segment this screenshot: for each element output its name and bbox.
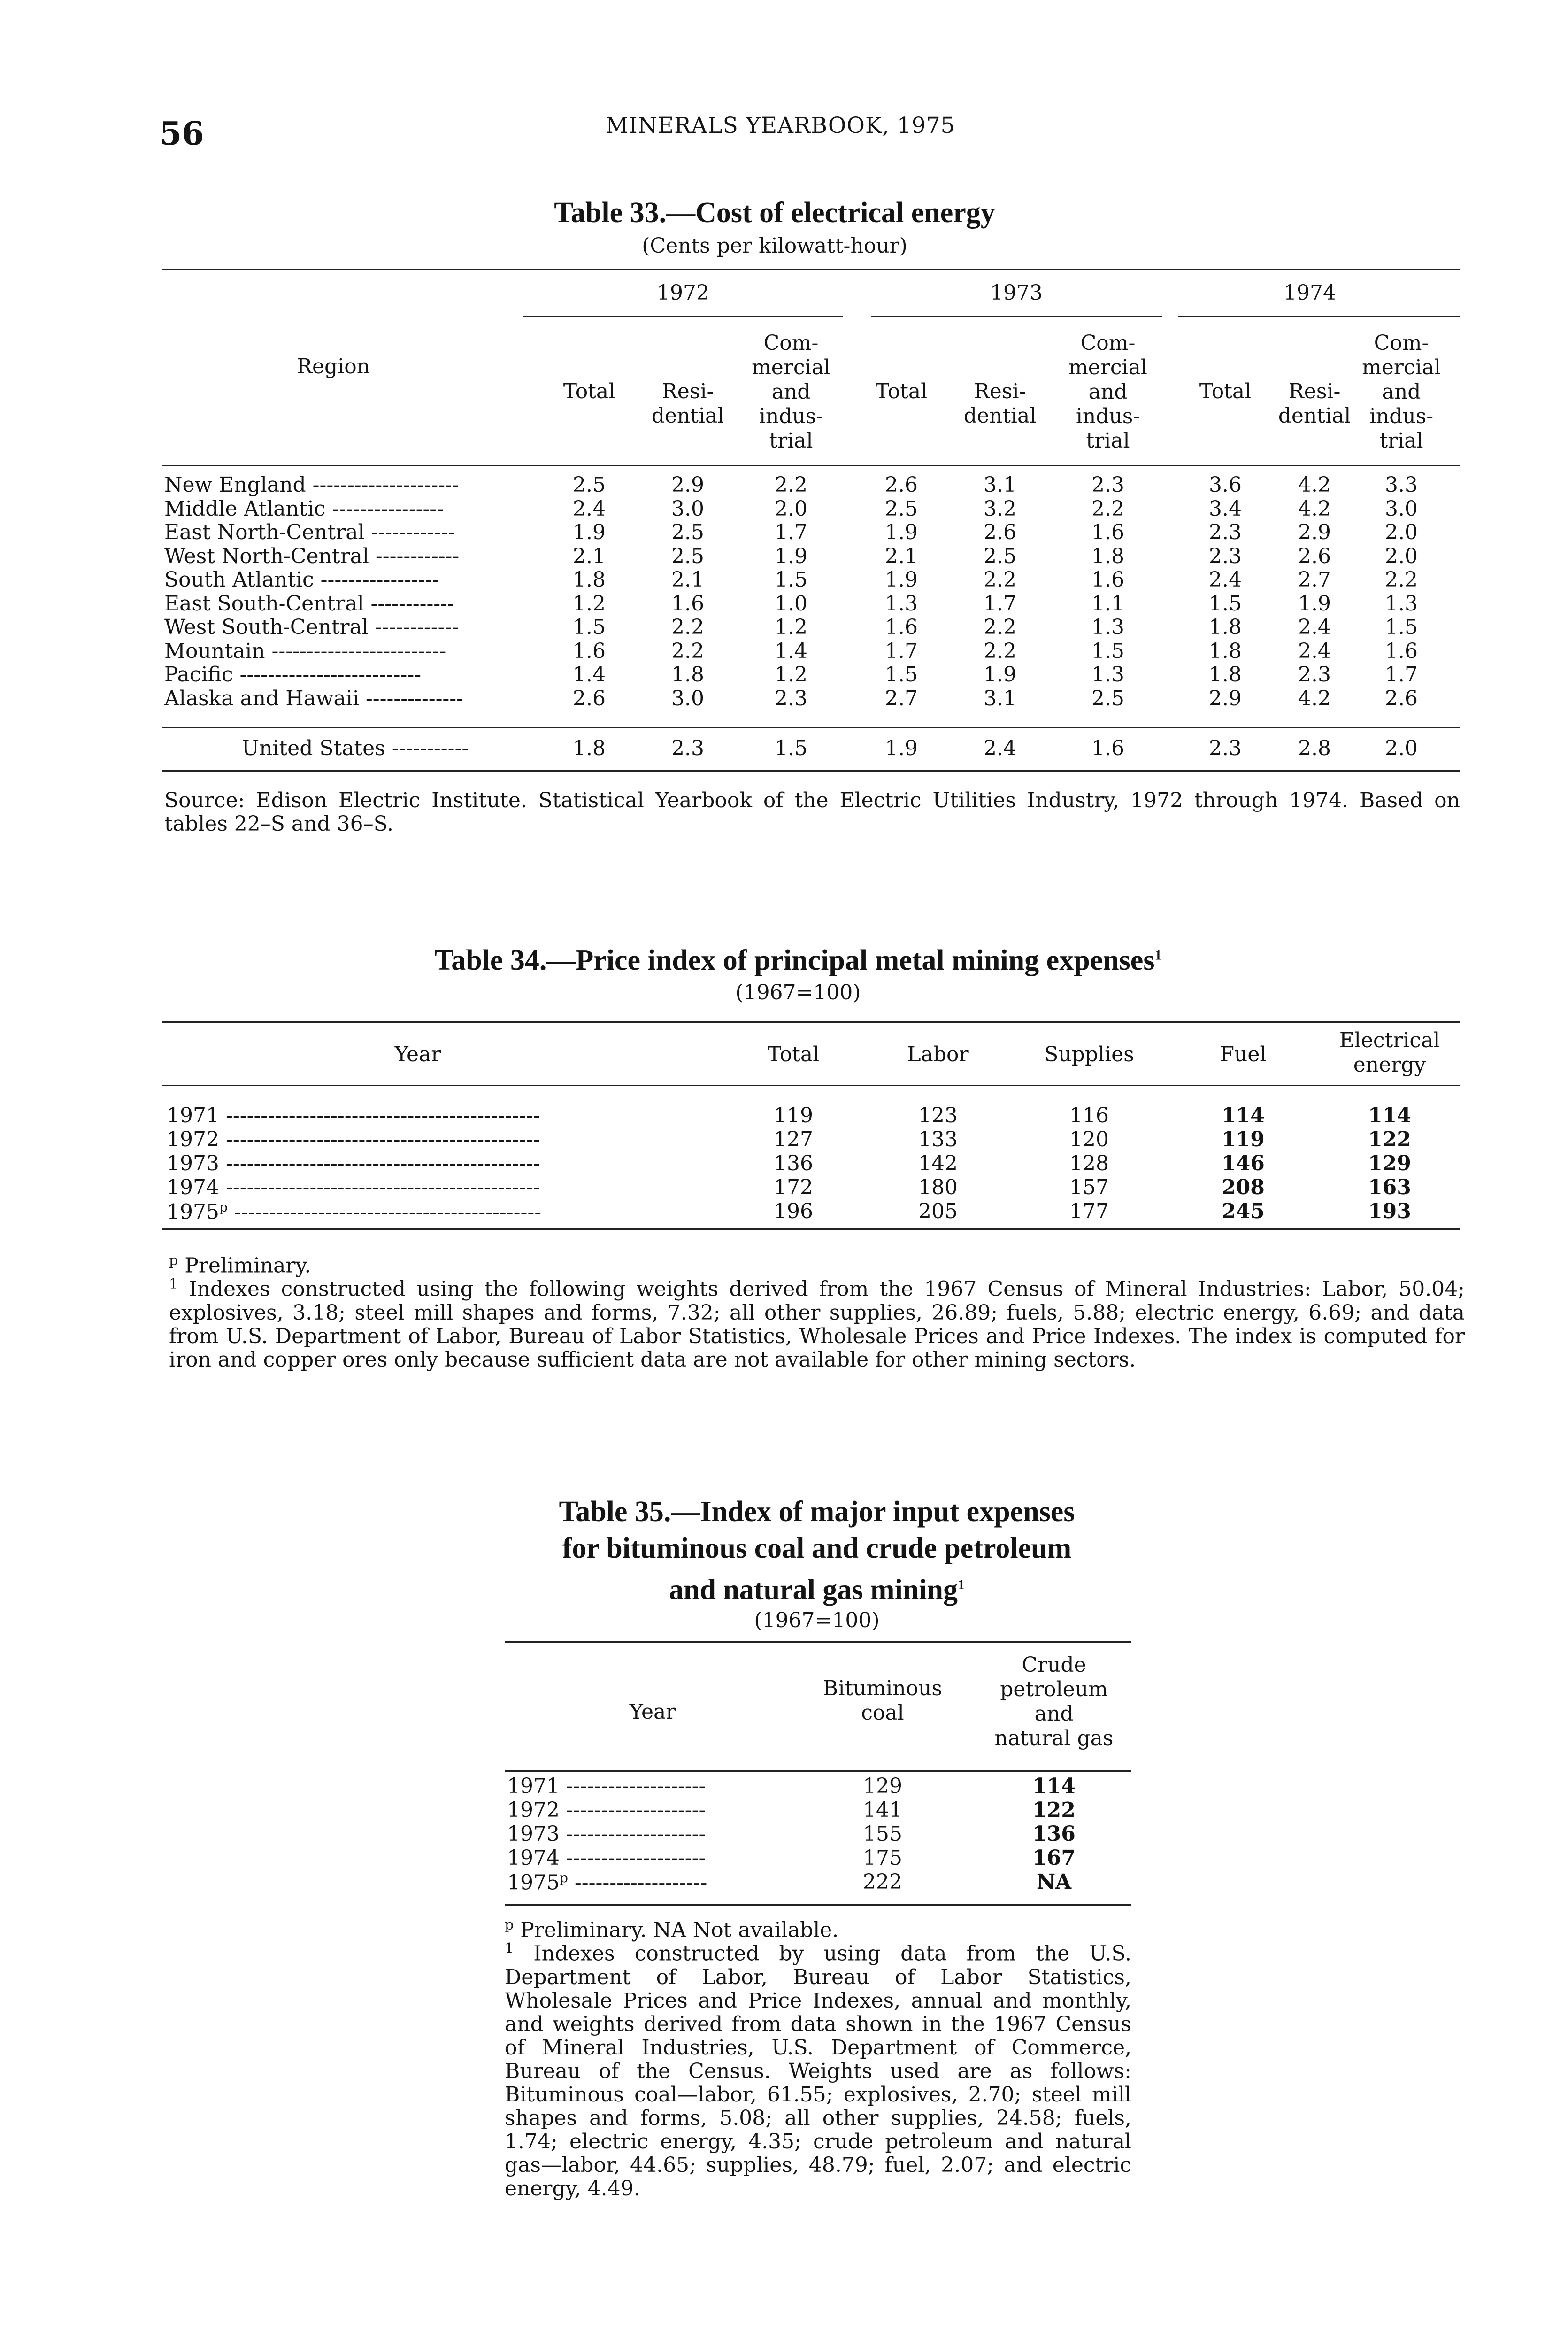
data-cell: 3.6 xyxy=(1209,473,1242,497)
leader-dashes: -------------------- xyxy=(559,1798,706,1822)
col-total-header: Total xyxy=(1199,379,1252,403)
data-cell: 1.8 xyxy=(1091,544,1124,568)
data-cell: 136 xyxy=(774,1151,813,1175)
region-label: Middle Atlantic ---------------- xyxy=(164,496,444,521)
year-label xyxy=(507,1846,812,1870)
header-line: dential xyxy=(651,404,724,428)
header-line: mercial xyxy=(1362,355,1441,379)
header-line: mercial xyxy=(752,355,830,379)
data-cell: 1.8 xyxy=(573,568,606,592)
petroleum-cell: 167 xyxy=(1032,1846,1076,1870)
data-cell: 2.5 xyxy=(671,544,704,568)
header-line: natural gas xyxy=(994,1726,1114,1750)
data-cell: 2.4 xyxy=(1298,615,1331,639)
year-label xyxy=(507,1822,812,1846)
region-label: West South-Central ------------ xyxy=(164,615,459,639)
data-cell: 127 xyxy=(774,1128,813,1151)
data-cell: 1.2 xyxy=(775,663,807,687)
data-cell: 2.7 xyxy=(885,686,918,711)
total-cell: 2.3 xyxy=(1209,736,1242,760)
year-text: 1975 xyxy=(167,1200,219,1224)
total-cell: 1.6 xyxy=(1091,736,1124,760)
col-commercial-header xyxy=(1340,331,1462,453)
table-34-bottom-rule xyxy=(162,1228,1460,1230)
year-label xyxy=(167,1151,674,1175)
region-label: New England --------------------- xyxy=(164,473,459,497)
data-cell: 133 xyxy=(918,1128,958,1151)
year-label xyxy=(507,1798,812,1822)
data-cell: 1.8 xyxy=(1209,639,1242,663)
header-line: petroleum xyxy=(1000,1677,1108,1701)
petroleum-cell: 122 xyxy=(1032,1798,1076,1822)
footnote-1-text: Indexes constructed by using data from the U.S. Department of Labor, Bureau of Labor Statistics, Wholesale Prices and Price Indexes, annual and monthly, and weights derived from data shown in the 1967 Census of Mineral Industries, U.S. Department of Commerce, Bureau of the Census. Weights used are as follows: Bituminous coal—labor, 61.55; explosives, 2.70; steel mill shapes and forms, 5.08; all other supplies, 24.58; fuels, 1.74; electric energy, 4.35; crude petroleum and natural gas—labor, 44.65; supplies, 48.79; fuel, 2.07; and electric energy, 4.49. xyxy=(505,1941,1131,2201)
data-cell: 2.6 xyxy=(1298,544,1331,568)
header-line: and xyxy=(771,380,811,404)
col-header: Labor xyxy=(907,1043,969,1066)
preliminary-marker: p xyxy=(559,1870,568,1885)
data-cell: 2.4 xyxy=(573,496,606,521)
header-line: Com- xyxy=(1080,331,1136,355)
data-cell: 1.0 xyxy=(775,591,807,616)
data-cell: 2.9 xyxy=(1298,520,1331,544)
data-cell: 2.1 xyxy=(573,544,606,568)
data-cell: 1.9 xyxy=(1298,591,1331,616)
data-cell: 1.6 xyxy=(671,591,704,616)
table-35-title-line-1: Table 35.—Index of major input expenses xyxy=(559,1496,1075,1528)
leader-dashes: --------------------------------------------- xyxy=(219,1104,540,1128)
data-cell: 1.3 xyxy=(1091,615,1124,639)
data-cell: 1.9 xyxy=(984,663,1016,687)
table-33-bottom-rule xyxy=(162,770,1460,772)
page-number: 56 xyxy=(160,115,204,153)
year-label xyxy=(167,1128,674,1151)
year-label xyxy=(167,1175,674,1199)
total-cell: 1.5 xyxy=(775,736,807,760)
header-line: mercial xyxy=(1068,355,1147,379)
table-35-subtitle: (1967=100) xyxy=(754,1608,880,1632)
leader-dashes: -------------------- xyxy=(559,1846,706,1870)
data-cell: 2.2 xyxy=(984,568,1016,592)
region-label: Alaska and Hawaii -------------- xyxy=(164,686,464,711)
data-cell: 1.4 xyxy=(573,663,606,687)
table-35-title-line-3: and natural gas mining$^1$ xyxy=(669,1574,965,1606)
table-35-top-rule xyxy=(505,1641,1131,1643)
data-cell: 163 xyxy=(1368,1175,1411,1199)
data-cell: 114 xyxy=(1368,1104,1411,1128)
table-33-source: Source: Edison Electric Institute. Statistical Yearbook of the Electric Utilities Industry, 1972 through 1974. Based on tables 22–S and 36–S. xyxy=(164,788,1460,836)
total-label: United States ----------- xyxy=(242,736,469,760)
data-cell: 1.5 xyxy=(885,663,918,687)
coal-cell: 155 xyxy=(863,1822,902,1846)
region-label: West North-Central ------------ xyxy=(164,544,460,568)
data-cell: 1.6 xyxy=(885,615,918,639)
header-line: Com- xyxy=(1374,331,1429,355)
col-commercial-header xyxy=(1047,331,1169,453)
year-text: 1975 xyxy=(507,1870,560,1895)
header-line: indus- xyxy=(759,404,823,428)
data-cell: 2.0 xyxy=(1385,520,1418,544)
header-line: Crude xyxy=(1022,1653,1086,1677)
year-text: 1971 xyxy=(507,1774,560,1798)
data-cell: 1.5 xyxy=(775,568,807,592)
coal-cell: 175 xyxy=(863,1846,902,1870)
header-line: Electrical xyxy=(1339,1028,1440,1052)
col-commercial-header xyxy=(730,331,852,453)
data-cell: 1.5 xyxy=(1385,615,1418,639)
running-head: MINERALS YEARBOOK, 1975 xyxy=(606,113,955,139)
region-label: South Atlantic ----------------- xyxy=(164,568,439,592)
data-cell: 2.6 xyxy=(573,686,606,711)
header-line: indus- xyxy=(1369,404,1434,428)
header-line: coal xyxy=(861,1701,904,1725)
data-cell: 1.9 xyxy=(573,520,606,544)
col-header: Fuel xyxy=(1220,1043,1267,1066)
year-label xyxy=(167,1104,674,1128)
col-total-header: Total xyxy=(875,379,928,403)
table-33-year-rule xyxy=(871,316,1162,317)
col-coal-header xyxy=(807,1676,958,1725)
year-text: 1974 xyxy=(507,1846,560,1870)
data-cell: 2.3 xyxy=(1298,663,1331,687)
data-cell: 2.3 xyxy=(1209,544,1242,568)
data-cell: 2.2 xyxy=(775,473,807,497)
leader-dashes: -------------------- xyxy=(559,1822,706,1846)
data-cell: 3.0 xyxy=(671,686,704,711)
total-cell: 1.8 xyxy=(573,736,606,760)
data-cell: 3.0 xyxy=(671,496,704,521)
header-line: trial xyxy=(1086,429,1130,453)
header-line: Resi- xyxy=(1288,379,1341,403)
data-cell: 1.5 xyxy=(1091,639,1124,663)
region-label: Mountain ------------------------- xyxy=(164,639,446,663)
data-cell: 208 xyxy=(1222,1175,1265,1199)
data-cell: 2.9 xyxy=(671,473,704,497)
table-35-bottom-rule xyxy=(505,1904,1131,1906)
data-cell: 3.0 xyxy=(1385,496,1418,521)
col-electrical-header xyxy=(1314,1028,1465,1077)
data-cell: 2.9 xyxy=(1209,686,1242,711)
table-35-title xyxy=(488,1493,1145,1608)
data-cell: 193 xyxy=(1368,1199,1411,1223)
data-cell: 119 xyxy=(1222,1128,1265,1151)
year-text: 1972 xyxy=(507,1798,560,1822)
data-cell: 4.2 xyxy=(1298,686,1331,711)
data-cell: 1.4 xyxy=(775,639,807,663)
data-cell: 2.4 xyxy=(1298,639,1331,663)
total-cell: 1.9 xyxy=(885,736,918,760)
table-33-year-rule xyxy=(523,316,843,317)
total-cell: 2.3 xyxy=(671,736,704,760)
data-cell: 123 xyxy=(918,1104,958,1128)
header-line: trial xyxy=(769,429,813,453)
data-cell: 3.1 xyxy=(984,473,1016,497)
year-text: 1971 xyxy=(167,1104,219,1128)
col-header: Supplies xyxy=(1044,1043,1134,1066)
col-petroleum-header xyxy=(976,1653,1131,1751)
leader-dashes: ------------------- xyxy=(568,1870,707,1895)
year-label xyxy=(507,1774,812,1798)
table-33-body-rule xyxy=(162,727,1460,728)
data-cell: 1.7 xyxy=(1385,663,1418,687)
data-cell: 142 xyxy=(918,1151,958,1175)
data-cell: 1.3 xyxy=(1385,591,1418,616)
leader-dashes: --------------------------------------------- xyxy=(219,1175,540,1199)
petroleum-cell: 136 xyxy=(1032,1822,1076,1846)
data-cell: 177 xyxy=(1069,1199,1109,1223)
data-cell: 2.6 xyxy=(885,473,918,497)
data-cell: 2.2 xyxy=(984,615,1016,639)
data-cell: 180 xyxy=(918,1175,958,1199)
data-cell: 2.5 xyxy=(885,496,918,521)
data-cell: 1.8 xyxy=(1209,615,1242,639)
total-cell: 2.8 xyxy=(1298,736,1331,760)
table-35-footnote-p: $^p$ Preliminary. NA Not available. xyxy=(505,1917,839,1942)
data-cell: 1.9 xyxy=(775,544,807,568)
data-cell: 245 xyxy=(1222,1199,1265,1223)
data-cell: 2.5 xyxy=(984,544,1016,568)
data-cell: 1.6 xyxy=(1091,520,1124,544)
data-cell: 1.7 xyxy=(984,591,1016,616)
leader-dashes: -------------------- xyxy=(559,1774,706,1798)
leader-dashes: --------------------------------------------- xyxy=(219,1128,540,1151)
table-35-footnote-1: $^1$ Indexes constructed by using data from the U.S. Department of Labor, Bureau of Labor Statistics, Wholesale Prices and Price Indexes, annual and monthly, and weights derived from data shown in the 1967 Census of Mineral Industries, U.S. Department of Commerce, Bureau of the Census. Weights used are as follows: Bituminous coal—labor, 61.55; explosives, 2.70; steel mill shapes and forms, 5.08; all other supplies, 24.58; fuels, 1.74; electric energy, 4.35; crude petroleum and natural gas—labor, 44.65; supplies, 48.79; fuel, 2.07; and electric energy, 4.49. xyxy=(505,1940,1131,2201)
data-cell: 1.2 xyxy=(775,615,807,639)
table-33-title: Table 33.—Cost of electrical energy xyxy=(554,197,995,229)
table-35-header-rule xyxy=(505,1770,1131,1772)
table-33-header-rule xyxy=(162,465,1460,466)
header-line: Com- xyxy=(763,331,819,355)
coal-cell: 129 xyxy=(863,1774,902,1798)
header-line: and xyxy=(1088,380,1128,404)
data-cell: 2.0 xyxy=(1385,544,1418,568)
table-33-subtitle: (Cents per kilowatt-hour) xyxy=(642,234,907,258)
data-cell: 2.7 xyxy=(1298,568,1331,592)
data-cell: 2.5 xyxy=(573,473,606,497)
data-cell: 3.4 xyxy=(1209,496,1242,521)
header-line: Bituminous xyxy=(823,1676,942,1700)
year-label xyxy=(167,1199,674,1224)
data-cell: 205 xyxy=(918,1199,958,1223)
data-cell: 2.5 xyxy=(671,520,704,544)
year-text: 1972 xyxy=(167,1128,219,1151)
data-cell: 1.5 xyxy=(573,615,606,639)
year-text: 1973 xyxy=(167,1151,219,1175)
data-cell: 3.1 xyxy=(984,686,1016,711)
coal-cell: 222 xyxy=(863,1870,902,1894)
data-cell: 1.6 xyxy=(1385,639,1418,663)
data-cell: 2.2 xyxy=(671,639,704,663)
data-cell: 119 xyxy=(774,1104,813,1128)
data-cell: 3.3 xyxy=(1385,473,1418,497)
data-cell: 2.2 xyxy=(671,615,704,639)
data-cell: 2.2 xyxy=(1385,568,1418,592)
data-cell: 1.6 xyxy=(1091,568,1124,592)
col-year-header: Year xyxy=(629,1700,676,1724)
table-35-title-line-2: for bituminous coal and crude petroleum xyxy=(562,1532,1072,1564)
data-cell: 1.5 xyxy=(1209,591,1242,616)
data-cell: 1.8 xyxy=(671,663,704,687)
data-cell: 2.0 xyxy=(775,496,807,521)
data-cell: 1.7 xyxy=(775,520,807,544)
region-label: Pacific -------------------------- xyxy=(164,663,422,687)
data-cell: 1.3 xyxy=(885,591,918,616)
total-cell: 2.4 xyxy=(984,736,1016,760)
data-cell: 129 xyxy=(1368,1151,1411,1175)
data-cell: 1.6 xyxy=(573,639,606,663)
table-34-footnote-p: $^p$ Preliminary. xyxy=(169,1252,311,1278)
data-cell: 1.9 xyxy=(885,568,918,592)
data-cell: 4.2 xyxy=(1298,473,1331,497)
total-cell: 2.0 xyxy=(1385,736,1418,760)
region-header: Region xyxy=(296,355,370,378)
header-line: and xyxy=(1034,1702,1074,1726)
data-cell: 2.3 xyxy=(775,686,807,711)
data-cell: 1.3 xyxy=(1091,663,1124,687)
petroleum-cell: 114 xyxy=(1032,1774,1076,1798)
data-cell: 146 xyxy=(1222,1151,1265,1175)
region-label: East North-Central ------------ xyxy=(164,520,455,544)
data-cell: 2.1 xyxy=(885,544,918,568)
year-header: 1972 xyxy=(657,281,709,305)
data-cell: 2.4 xyxy=(1209,568,1242,592)
table-34-footnote-1: $^1$ Indexes constructed using the following weights derived from the 1967 Census of Mineral Industries: Labor, 50.04; explosives, 3.18; steel mill shapes and forms, 7.32; all other supplies, 26.89; fuels, 5.88; electric energy, 6.69; and data from U.S. Department of Labor, Bureau of Labor Statistics, Wholesale Prices and Price Indexes. The index is computed for iron and copper ores only because sufficient data are not available for other mining sectors. xyxy=(169,1276,1465,1372)
footnote-1-text: Indexes constructed using the following weights derived from the 1967 Census of Mineral Industries: Labor, 50.04; explosives, 3.18; steel mill shapes and forms, 7.32; all other supplies, 26.89; fuels, 5.88; electric energy, 6.69; and data from U.S. Department of Labor, Bureau of Labor Statistics, Wholesale Prices and Price Indexes. The index is computed for iron and copper ores only because sufficient data are not available for other mining sectors. xyxy=(169,1277,1465,1372)
data-cell: 116 xyxy=(1069,1104,1109,1128)
data-cell: 1.8 xyxy=(1209,663,1242,687)
year-header: 1973 xyxy=(990,281,1043,305)
data-cell: 157 xyxy=(1069,1175,1109,1199)
data-cell: 1.1 xyxy=(1091,591,1124,616)
table-34-top-rule xyxy=(162,1021,1460,1023)
header-line: energy xyxy=(1353,1053,1426,1077)
data-cell: 1.7 xyxy=(885,639,918,663)
footnote-p-text: Preliminary. NA Not available. xyxy=(520,1918,839,1942)
data-cell: 3.2 xyxy=(984,496,1016,521)
table-33-top-rule xyxy=(162,269,1460,270)
data-cell: 2.1 xyxy=(671,568,704,592)
header-line: dential xyxy=(963,404,1037,428)
leader-dashes: --------------------------------------------- xyxy=(219,1151,540,1175)
year-text: 1973 xyxy=(507,1822,560,1846)
data-cell: 2.2 xyxy=(984,639,1016,663)
table-34-title-text: Table 34.—Price index of principal metal mining expenses xyxy=(434,944,1155,976)
data-cell: 1.9 xyxy=(885,520,918,544)
petroleum-cell: NA xyxy=(1036,1870,1072,1894)
data-cell: 172 xyxy=(774,1175,813,1199)
coal-cell: 141 xyxy=(863,1798,902,1822)
col-header: Total xyxy=(767,1043,820,1066)
data-cell: 122 xyxy=(1368,1128,1411,1151)
data-cell: 2.5 xyxy=(1091,686,1124,711)
leader-dashes: -------------------------------------------- xyxy=(227,1200,542,1224)
data-cell: 2.3 xyxy=(1091,473,1124,497)
data-cell: 2.6 xyxy=(984,520,1016,544)
year-header: 1974 xyxy=(1284,281,1336,305)
region-label: East South-Central ------------ xyxy=(164,591,454,616)
year-label xyxy=(507,1870,812,1895)
col-residential-header xyxy=(631,379,744,428)
header-line: dential xyxy=(1278,404,1351,428)
header-line: indus- xyxy=(1076,404,1140,428)
data-cell: 2.2 xyxy=(1091,496,1124,521)
footnote-marker: 1 xyxy=(1154,947,1162,963)
table-33-year-rule xyxy=(1178,316,1460,317)
data-cell: 2.3 xyxy=(1209,520,1242,544)
preliminary-marker: p xyxy=(219,1199,228,1215)
data-cell: 196 xyxy=(774,1199,813,1223)
data-cell: 4.2 xyxy=(1298,496,1331,521)
footnote-marker: 1 xyxy=(958,1577,965,1592)
footnote-p-text: Preliminary. xyxy=(184,1253,311,1278)
table-34-header-rule xyxy=(162,1085,1460,1086)
year-text: 1974 xyxy=(167,1175,219,1199)
table-34-title xyxy=(376,944,1221,977)
table-34-subtitle: (1967=100) xyxy=(735,981,861,1004)
data-cell: 120 xyxy=(1069,1128,1109,1151)
data-cell: 2.6 xyxy=(1385,686,1418,711)
header-line: trial xyxy=(1379,429,1423,453)
data-cell: 114 xyxy=(1222,1104,1265,1128)
header-line: and xyxy=(1382,380,1421,404)
col-total-header: Total xyxy=(563,379,615,403)
header-line: Resi- xyxy=(974,379,1026,403)
header-line: Resi- xyxy=(661,379,714,403)
data-cell: 1.2 xyxy=(573,591,606,616)
col-year-header: Year xyxy=(394,1043,441,1066)
data-cell: 128 xyxy=(1069,1151,1109,1175)
col-residential-header xyxy=(944,379,1056,428)
